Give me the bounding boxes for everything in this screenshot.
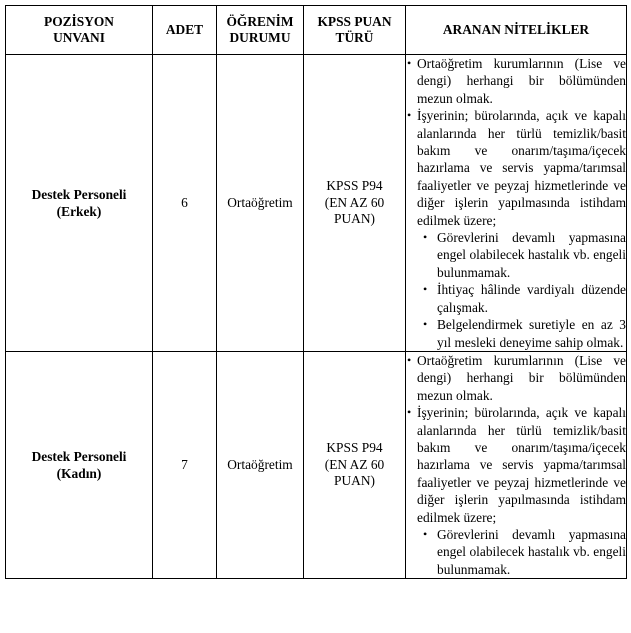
- kpss-line: PUAN): [334, 211, 375, 227]
- sub-qualification-list: [417, 526, 626, 578]
- sub-qualification-list: [417, 229, 626, 351]
- count-cell: 6: [153, 55, 217, 352]
- sub-qualification-item: • Belgelendirmek suretiyle en az 3 yıl mesleki deneyime sahip olmak.: [417, 316, 626, 351]
- qualification-item: • Ortaöğretim kurumlarının (Lise ve dengi) herhangi bir bölümünden mezun olmak.: [406, 55, 626, 107]
- header-position-line: POZİSYON: [44, 14, 114, 29]
- kpss-line: KPSS P94: [326, 178, 383, 194]
- table-row: [6, 351, 627, 578]
- education-cell: Ortaöğretim: [217, 351, 304, 578]
- qualification-item: [406, 404, 626, 578]
- kpss-cell: [304, 351, 406, 578]
- qualification-item: • Ortaöğretim kurumlarının (Lise ve dengi) herhangi bir bölümünden mezun olmak.: [406, 352, 626, 404]
- sub-qualification-item: • Görevlerini devamlı yapmasına engel olabilecek hastalık vb. engeli bulunmamak.: [417, 526, 626, 578]
- count-cell: 7: [153, 351, 217, 578]
- sub-qualification-item: • İhtiyaç hâlinde vardiyalı düzende çalışmak.: [417, 281, 626, 316]
- kpss-line: (EN AZ 60: [324, 456, 385, 472]
- header-education: [217, 6, 304, 55]
- qualification-item-text: İşyerinin; bürolarında, açık ve kapalı alanlarında her türlü temizlik/basit bakım ve onarım/taşıma/içecek hazırlama ve servis yapma/tarımsal faaliyetler ve peyzaj hizmetlerinde ve diğer işlerin yapılmasında istihdam edilmek üzere;: [417, 108, 626, 228]
- header-qualifications: ARANAN NİTELİKLER: [406, 6, 627, 55]
- header-kpss-line: TÜRÜ: [335, 30, 374, 45]
- position-cell: [6, 55, 153, 352]
- job-requirements-table: [5, 5, 627, 579]
- header-education-line: DURUMU: [229, 30, 291, 45]
- qualifications-cell: [406, 55, 627, 352]
- qualification-item: [406, 107, 626, 351]
- qualification-list: [406, 55, 626, 351]
- header-row: [6, 6, 627, 55]
- position-title: Destek Personeli: [31, 186, 127, 202]
- header-count: ADET: [153, 6, 217, 55]
- qualification-list: [406, 352, 626, 578]
- kpss-line: (EN AZ 60: [324, 194, 385, 210]
- kpss-line: PUAN): [334, 473, 375, 489]
- education-cell: Ortaöğretim: [217, 55, 304, 352]
- header-kpss-line: KPSS PUAN: [317, 14, 392, 29]
- header-education-line: ÖĞRENİM: [226, 14, 294, 29]
- header-position-line: UNVANI: [53, 30, 105, 45]
- kpss-cell: [304, 55, 406, 352]
- position-gender: (Erkek): [56, 203, 102, 219]
- sub-qualification-item: • Görevlerini devamlı yapmasına engel olabilecek hastalık vb. engeli bulunmamak.: [417, 229, 626, 281]
- position-cell: [6, 351, 153, 578]
- header-position: [6, 6, 153, 55]
- position-gender: (Kadın): [56, 466, 102, 482]
- table-row: [6, 55, 627, 352]
- position-title: Destek Personeli: [31, 449, 127, 465]
- qualifications-cell: [406, 351, 627, 578]
- kpss-line: KPSS P94: [326, 440, 383, 456]
- qualification-item-text: İşyerinin; bürolarında, açık ve kapalı alanlarında her türlü temizlik/basit bakım ve onarım/taşıma/içecek hazırlama ve servis yapma/tarımsal faaliyetler ve peyzaj hizmetlerinde ve diğer işlerin yapılmasında istihdam edilmek üzere;: [417, 405, 626, 525]
- header-kpss: [304, 6, 406, 55]
